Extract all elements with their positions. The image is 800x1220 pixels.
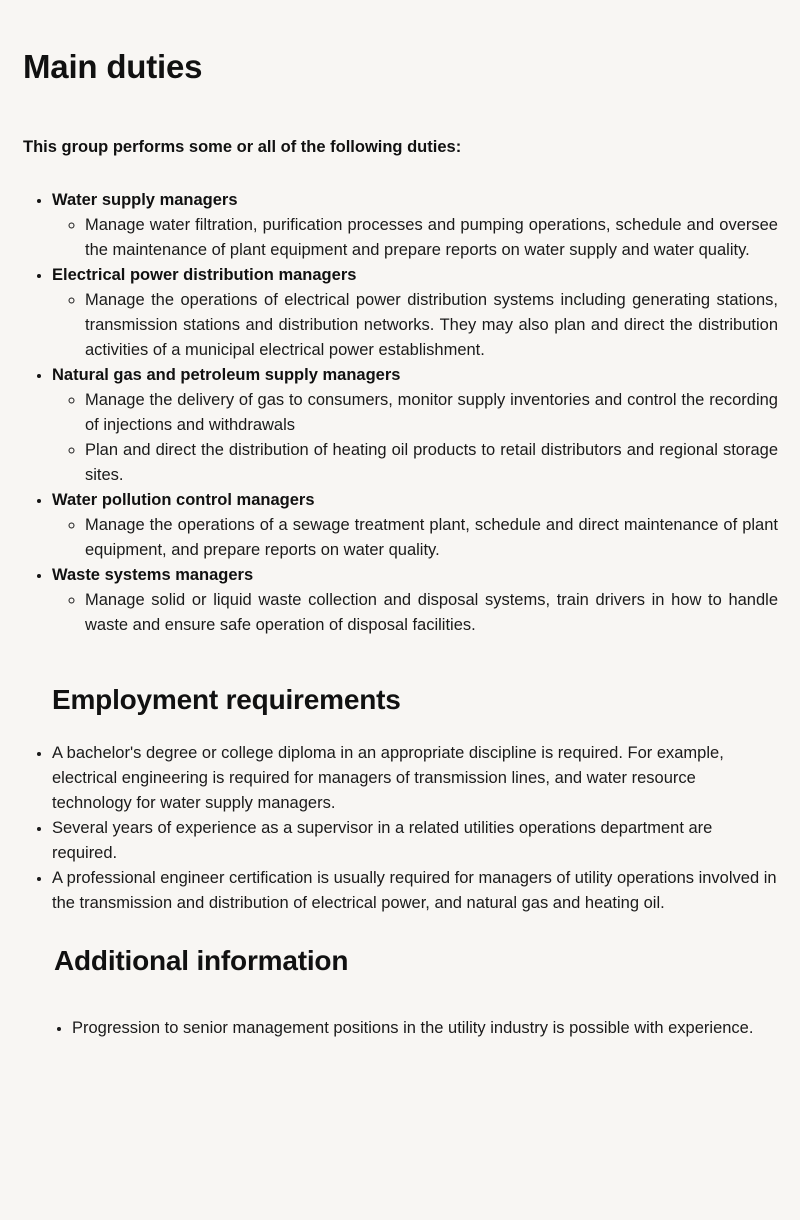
duties-list	[23, 188, 778, 638]
duty-group-label: Electrical power distribution managers	[52, 266, 357, 284]
duty-group-label: Water supply managers	[52, 191, 238, 209]
duty-item: ◦ Plan and direct the distribution of heating oil products to retail distributors and regional storage sites.	[85, 438, 778, 488]
additional-information-list	[23, 1016, 778, 1041]
duty-sublist	[52, 288, 778, 363]
duty-sublist	[52, 513, 778, 563]
duty-item: ◦ Manage water filtration, purification processes and pumping operations, schedule and oversee the maintenance of plant equipment and prepare reports on water supply and water quality.	[85, 213, 778, 263]
requirement-item: • A bachelor's degree or college diploma in an appropriate discipline is required. For example, electrical engineering is required for managers of transmission lines, and water resource technology for water supply managers.	[52, 741, 778, 816]
duty-item: ◦ Manage the operations of electrical power distribution systems including generating stations, transmission stations and distribution networks. They may also plan and direct the distribution activities of a municipal electrical power establishment.	[85, 288, 778, 363]
duties-intro-text: This group performs some or all of the following duties:	[23, 138, 462, 156]
duty-group	[52, 188, 778, 263]
duty-group-label: Waste systems managers	[52, 566, 254, 584]
employment-requirements-list	[23, 741, 778, 916]
requirement-item: • Several years of experience as a supervisor in a related utilities operations department are required.	[52, 816, 778, 866]
duty-item: ◦ Manage the operations of a sewage treatment plant, schedule and direct maintenance of plant equipment, and prepare reports on water quality.	[85, 513, 778, 563]
duty-group	[52, 263, 778, 363]
employment-requirements-heading: Employment requirements	[52, 684, 401, 715]
main-duties-heading: Main duties	[23, 48, 203, 85]
duty-item: ◦ Manage solid or liquid waste collection and disposal systems, train drivers in how to handle waste and ensure safe operation of disposal facilities.	[85, 588, 778, 638]
duty-sublist	[52, 388, 778, 488]
duty-sublist	[52, 213, 778, 263]
duty-group	[52, 488, 778, 563]
duty-item: ◦ Manage the delivery of gas to consumers, monitor supply inventories and control the recording of injections and withdrawals	[85, 388, 778, 438]
duty-group	[52, 363, 778, 488]
additional-item: • Progression to senior management positions in the utility industry is possible with experience.	[72, 1016, 778, 1041]
duty-sublist	[52, 588, 778, 638]
document-page	[0, 50, 800, 1041]
duty-group-label: Natural gas and petroleum supply managers	[52, 366, 401, 384]
additional-information-heading: Additional information	[54, 945, 349, 976]
duty-group-label: Water pollution control managers	[52, 491, 315, 509]
requirement-item: • A professional engineer certification is usually required for managers of utility operations involved in the transmission and distribution of electrical power, and natural gas and heating oil.	[52, 866, 778, 916]
duty-group	[52, 563, 778, 638]
